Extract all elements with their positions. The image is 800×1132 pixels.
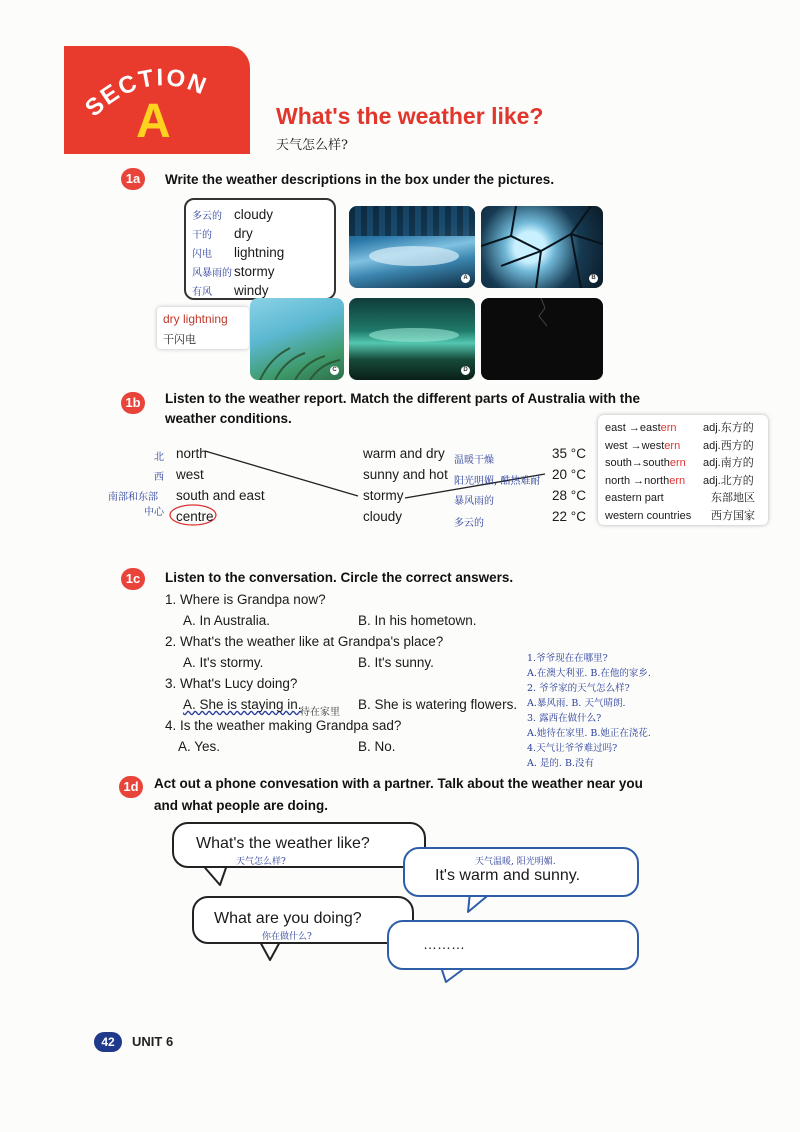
exercise-1d-instruction-1: Act out a phone convesation with a partner. Talk about the weather near you: [154, 776, 643, 791]
region: north: [176, 446, 207, 461]
option-a: A. She is staying in.: [183, 697, 302, 712]
condition: cloudy: [363, 509, 403, 524]
region-cn: 北: [154, 452, 164, 463]
temperature: 28: [552, 488, 568, 503]
page-title: What's the weather like?: [276, 103, 544, 129]
exercise-1b-badge: 1b: [121, 392, 145, 414]
exercise-1c-instruction: Listen to the conversation. Circle the correct answers.: [165, 570, 514, 585]
section-letter: A: [136, 95, 171, 148]
exercise-1c-badge: 1c: [121, 568, 145, 590]
staying-in-note: 待在家里: [300, 707, 340, 718]
temperature: 35: [552, 446, 568, 461]
option-b: B. She is watering flowers.: [358, 697, 518, 712]
region: centre: [176, 509, 214, 524]
word-row: 多云的 cloudy: [192, 207, 274, 222]
photo-label: A: [461, 274, 470, 283]
condition: warm and dry: [363, 446, 445, 461]
page-number: 42: [94, 1032, 122, 1052]
question: 2. What's the weather like at Grandpa's place?: [165, 634, 444, 649]
exercise-1b-instruction-2: weather conditions.: [165, 411, 292, 426]
option-a: A. It's stormy.: [183, 655, 264, 670]
bubble-text-cn: 天气怎么样?: [236, 857, 286, 867]
option-b: B. In his hometown.: [358, 613, 477, 628]
note-en: dry lightning: [163, 312, 228, 326]
question: 3. What's Lucy doing?: [165, 676, 298, 691]
bubble-text-cn: 你在做什么?: [262, 932, 312, 942]
section-word: SECTION: [80, 63, 212, 123]
photo-label: B: [589, 274, 598, 283]
condition: sunny and hot: [363, 467, 448, 482]
question: 1. Where is Grandpa now?: [165, 592, 326, 607]
speech-bubble-1: [172, 822, 426, 868]
page-title-cn: 天气怎么样?: [276, 138, 348, 153]
region: west: [176, 467, 204, 482]
region-cn: 南部和东部: [108, 492, 158, 503]
photo-label: C: [330, 366, 339, 375]
vocab-row: north →northern adj.北方的: [605, 474, 754, 487]
region-cn: 中心: [144, 507, 164, 518]
unit-label: UNIT 6: [132, 1034, 174, 1049]
word-row: 风暴雨的 stormy: [192, 264, 275, 279]
bubble-text: ………: [423, 936, 465, 952]
temperature: 20: [552, 467, 568, 482]
bubble-text: What are you doing?: [214, 910, 362, 927]
word-row: 闪电 lightning: [192, 245, 285, 260]
exercise-1a-instruction: Write the weather descriptions in the box under the pictures.: [165, 172, 555, 187]
bubble-text: What's the weather like?: [196, 835, 370, 852]
vocab-row: western countries 西方国家: [605, 509, 755, 522]
option-a: A. Yes.: [178, 739, 221, 754]
condition-cn: 暴风雨的: [454, 496, 494, 507]
vocab-row: eastern part 东部地区: [605, 492, 755, 504]
vocab-row: east →eastern adj.东方的: [605, 422, 754, 434]
speech-bubble-4: [387, 920, 639, 970]
condition-cn: 温暖干燥: [454, 455, 494, 466]
bubble-text: It's warm and sunny.: [435, 867, 581, 884]
photo-label: D: [461, 366, 470, 375]
word-row: 有风 windy: [192, 283, 269, 298]
option-b: B. No.: [358, 739, 396, 754]
question: 4. Is the weather making Grandpa sad?: [165, 718, 402, 733]
handwritten-notes: 1.爷爷现在在哪里? A.在澳大利亚. B.在他的家乡. 2. 爷爷家的天气怎么样? A.暴风雨. B. 天气晴朗. 3. 露西在做什么? A.她待在家里. B.她正在浇花. 4.天气让爷爷难过吗? A. 是的. B.没有: [527, 653, 651, 769]
bubble-text-cn: 天气温暖, 阳光明媚.: [475, 857, 556, 867]
option-b: B. It's sunny.: [358, 655, 434, 670]
speech-bubble-2: [403, 847, 639, 897]
exercise-1d-badge: 1d: [119, 776, 143, 798]
speech-bubble-3: [192, 896, 414, 944]
vocab-row: south→southern adj.南方的: [605, 457, 754, 469]
region-cn: 西: [154, 472, 164, 483]
option-a: A. In Australia.: [183, 613, 271, 628]
vocab-row: west →western adj.西方的: [605, 439, 754, 452]
temperature: 22: [552, 509, 568, 524]
region: south and east: [176, 488, 265, 503]
condition: stormy: [363, 488, 404, 503]
condition-cn: 多云的: [454, 518, 484, 529]
note-cn: 干闪电: [163, 334, 196, 346]
exercise-1d-instruction-2: and what people are doing.: [154, 798, 329, 813]
condition-cn: 阳光明媚, 酷热难耐: [454, 476, 541, 487]
exercise-1a-badge: 1a: [121, 168, 145, 190]
word-row: 干的 dry: [192, 226, 253, 241]
exercise-1b-instruction-1: Listen to the weather report. Match the different parts of Australia with the: [165, 391, 641, 406]
